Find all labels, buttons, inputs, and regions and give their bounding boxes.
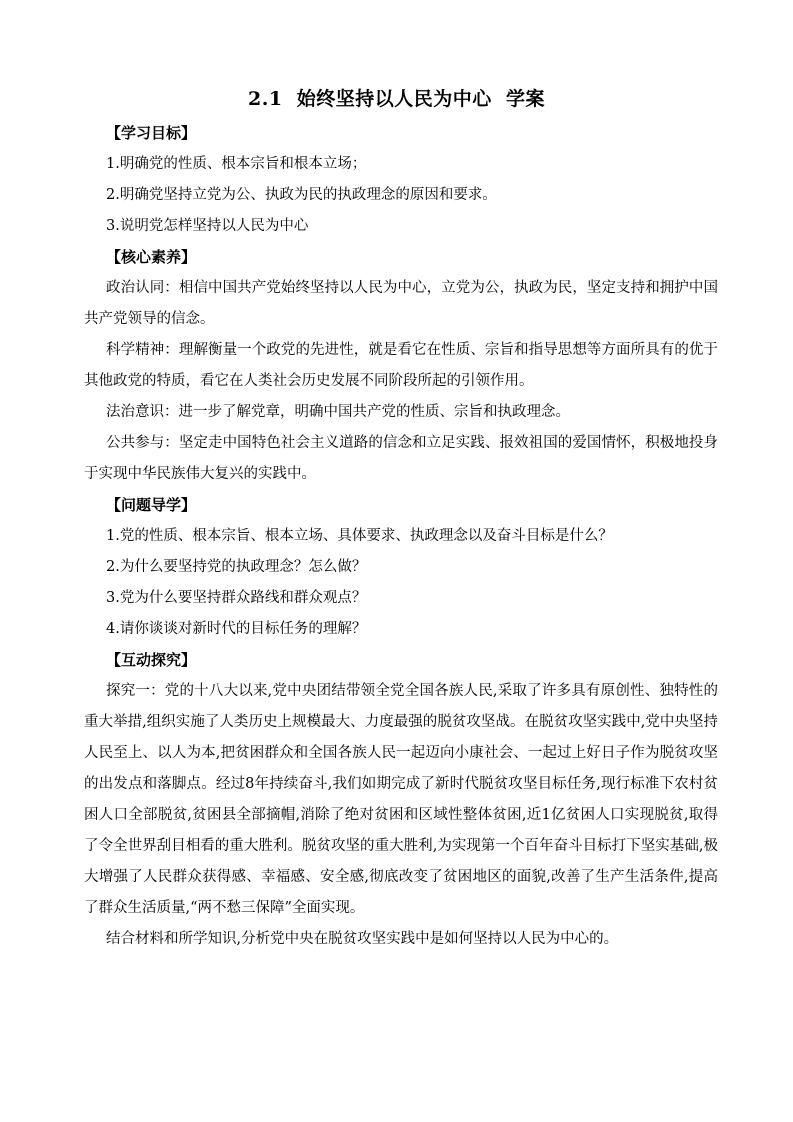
section-core-literacy — [84, 242, 718, 490]
section-heading: 【核心素养】 — [106, 248, 197, 266]
inquiry-paragraph: 探究一：党的十八大以来,党中央团结带领全党全国各族人民,采取了许多具有原创性、独特性的重大举措,组织实施了人类历史上规模最大、力度最强的脱贫攻坚战。在脱贫攻坚实践中,党中央坚持人民至上、以人为本,把贫困群众和全国各族人民一起迈向小康社会、一起过上好日子作为脱贫攻坚的出发点和落脚点。经过8年持续奋斗,我们如期完成了新时代脱贫攻坚目标任务,现行标准下农村贫困人口全部脱贫,贫困县全部摘帽,消除了绝对贫困和区域性整体贫困,近1亿贫困人口实现脱贫,取得了令全世界刮目相看的重大胜利。脱贫攻坚的重大胜利,为实现第一个百年奋斗目标打下坚实基础,极大增强了人民群众获得感、幸福感、安全感,彻底改变了贫困地区的面貌,改善了生产生活条件,提高了群众生活质量,“两不愁三保障”全面实现。 — [84, 683, 718, 916]
objective-item: 3.说明党怎样坚持以人民为中心 — [106, 218, 309, 234]
section-question-guide — [84, 490, 718, 645]
section-learning-objectives — [84, 118, 718, 242]
document-body — [84, 118, 718, 955]
section-heading: 【互动探究】 — [106, 651, 197, 669]
section-heading: 【问题导学】 — [106, 496, 197, 514]
question-item: 1.党的性质、根本宗旨、根本立场、具体要求、执政理念以及奋斗目标是什么？ — [106, 528, 613, 544]
objective-item: 1.明确党的性质、根本宗旨和根本立场； — [106, 156, 367, 172]
document-title: 2.1 始终坚持以人民为中心 学案 — [247, 88, 545, 110]
question-item: 3.党为什么要坚持群众路线和群众观点？ — [106, 590, 367, 606]
literacy-paragraph: 科学精神：理解衡量一个政党的先进性，就是看它在性质、宗旨和指导思想等方面所具有的优于其他政党的特质，看它在人类社会历史发展不同阶段所起的引领作用。 — [84, 342, 718, 389]
literacy-paragraph: 法治意识：进一步了解党章，明确中国共产党的性质、宗旨和执政理念。 — [106, 404, 570, 420]
question-item: 2.为什么要坚持党的执政理念？怎么做？ — [106, 559, 367, 575]
section-interactive-inquiry — [84, 645, 718, 955]
section-heading: 【学习目标】 — [106, 124, 197, 142]
objective-item: 2.明确党坚持立党为公、执政为民的执政理念的原因和要求。 — [106, 187, 497, 203]
inquiry-prompt: 结合材料和所学知识,分析党中央在脱贫攻坚实践中是如何坚持以人民为中心的。 — [106, 931, 619, 947]
literacy-paragraph: 公共参与：坚定走中国特色社会主义道路的信念和立足实践、报效祖国的爱国情怀，积极地投身于实现中华民族伟大复兴的实践中。 — [84, 435, 718, 482]
question-item: 4.请你谈谈对新时代的目标任务的理解？ — [106, 621, 367, 637]
literacy-paragraph: 政治认同：相信中国共产党始终坚持以人民为中心，立党为公，执政为民，坚定支持和拥护中国共产党领导的信念。 — [84, 280, 718, 327]
